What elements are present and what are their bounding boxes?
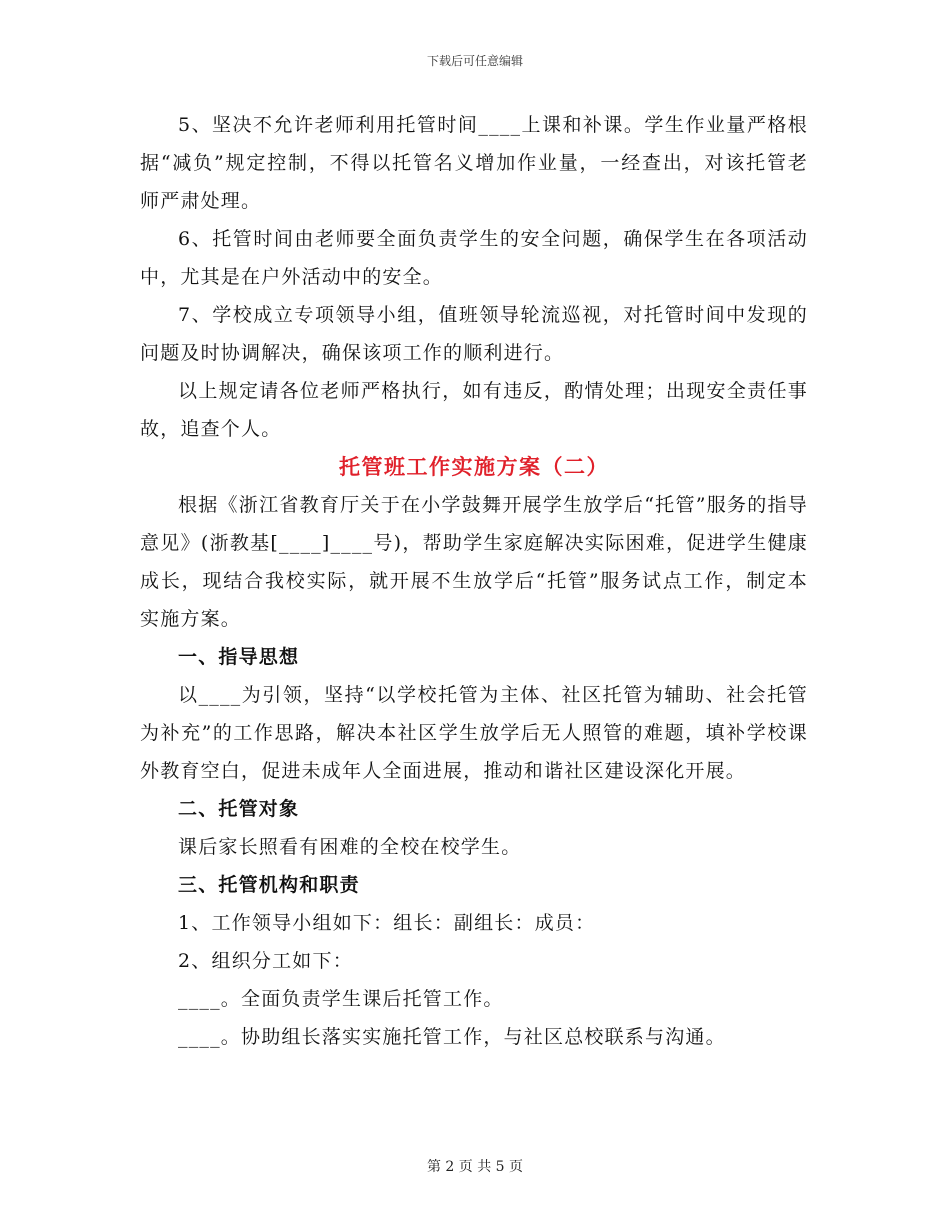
duty-item-1: ____。全面负责学生课后托管工作。 xyxy=(178,988,504,1010)
paragraph-conclusion: 以上规定请各位老师严格执行，如有违反，酌情处理；出现安全责任事故，追查个人。 xyxy=(140,380,808,440)
page-header: 下载后可任意编辑 xyxy=(426,54,523,68)
duty-item-2: ____。协助组长落实实施托管工作，与社区总校联系与沟通。 xyxy=(178,1026,726,1048)
paragraph-target: 课后家长照看有困难的全校在校学生。 xyxy=(178,836,522,858)
section-title: 托管班工作实施方案（二） xyxy=(339,455,609,479)
paragraph-rule-5: 5、坚决不允许老师利用托管时间____上课和补课。学生作业量严格根据“减负”规定控制，不得以托管名义增加作业量，一经查出，对该托管老师严肃处理。 xyxy=(140,114,808,212)
heading-guiding-ideology: 一、指导思想 xyxy=(178,646,300,668)
list-item-division: 2、组织分工如下： xyxy=(178,950,353,972)
paragraph-guiding-ideology: 以____为引领，坚持“以学校托管为主体、社区托管为辅助、社会托管为补充”的工作思路，解决本社区学生放学后无人照管的难题，填补学校课外教育空白，促进未成年人全面进展，推动和谐社区建设深化开展。 xyxy=(140,684,808,782)
paragraph-intro: 根据《浙江省教育厅关于在小学鼓舞开展学生放学后“托管”服务的指导意见》(浙教基[____]____号)，帮助学生家庭解决实际困难，促进学生健康成长，现结合我校实际，就开展不生放学后“托管”服务试点工作，制定本实施方案。 xyxy=(140,494,808,630)
paragraph-rule-7: 7、学校成立专项领导小组，值班领导轮流巡视，对托管时间中发现的问题及时协调解决，确保该项工作的顺利进行。 xyxy=(140,304,808,364)
heading-target: 二、托管对象 xyxy=(178,798,300,820)
list-item-leadership: 1、工作领导小组如下：组长：副组长：成员： xyxy=(178,912,596,934)
paragraph-rule-6: 6、托管时间由老师要全面负责学生的安全问题，确保学生在各项活动中，尤其是在户外活动中的安全。 xyxy=(140,228,808,288)
page-footer: 第 2 页 共 5 页 xyxy=(426,1159,524,1175)
document-body xyxy=(140,106,808,1056)
heading-organization: 三、托管机构和职责 xyxy=(178,874,360,896)
